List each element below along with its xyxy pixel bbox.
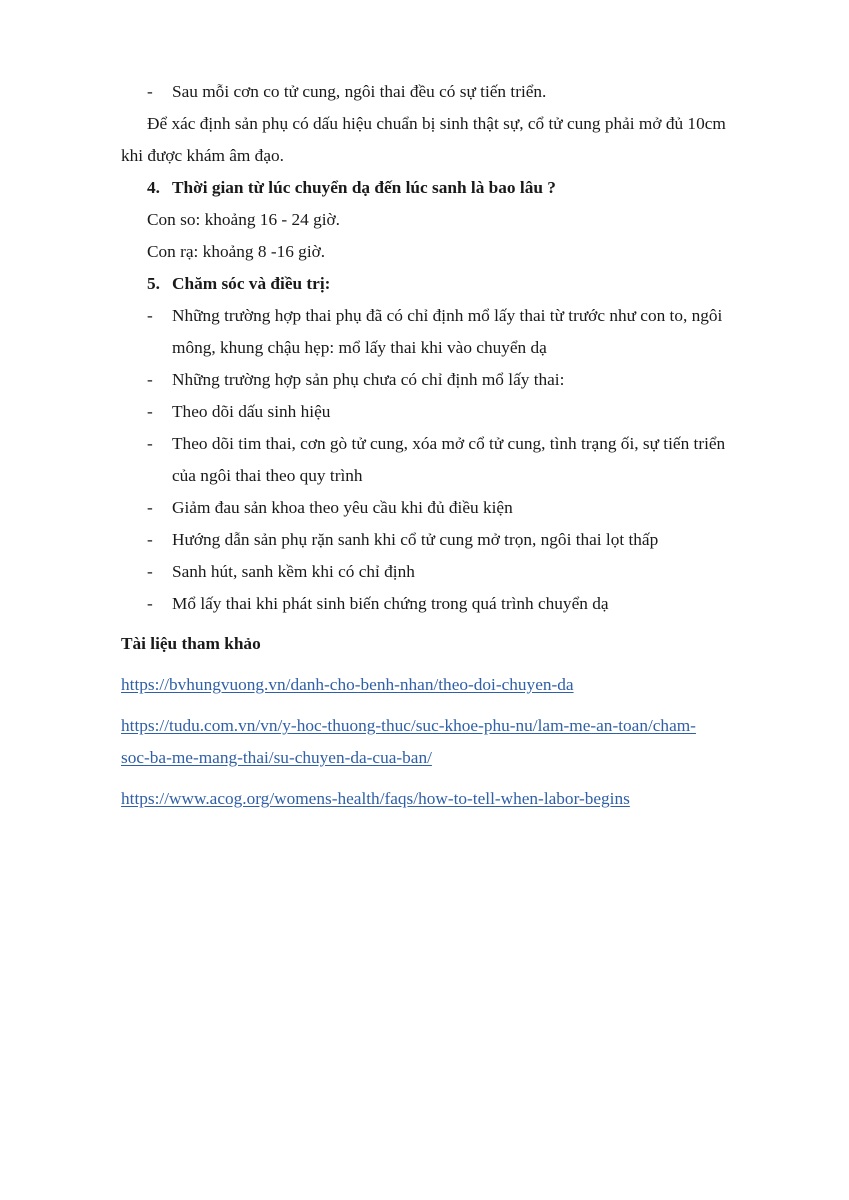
bullet-text: Sanh hút, sanh kềm khi có chỉ định: [172, 562, 415, 581]
bullet-dash: -: [147, 562, 153, 581]
bullet-dash: -: [147, 370, 153, 389]
bullet-text: Theo dõi tim thai, cơn gò tử cung, xóa mở cổ tử cung, tình trạng ối, sự tiến triển: [172, 434, 726, 453]
bullet-dash: -: [147, 306, 153, 325]
section-number: 4.: [147, 178, 160, 197]
bullet-text: Sau mỗi cơn co tử cung, ngôi thai đều có sự tiến triển.: [172, 82, 547, 101]
bullet-dash: -: [147, 498, 153, 517]
bullet-dash: -: [147, 402, 153, 421]
bullet-text: Những trường hợp sản phụ chưa có chỉ định mổ lấy thai:: [172, 370, 565, 389]
reference-link-tudu[interactable]: https://tudu.com.vn/vn/y-hoc-thuong-thuc/suc-khoe-phu-nu/lam-me-an-toan/cham-: [121, 716, 696, 735]
paragraph-line: Con rạ: khoảng 8 -16 giờ.: [147, 242, 326, 261]
bullet-dash: -: [147, 82, 153, 101]
reference-link-bvhungvuong[interactable]: https://bvhungvuong.vn/danh-cho-benh-nhan/theo-doi-chuyen-da: [121, 675, 574, 694]
bullet-dash: -: [147, 434, 153, 453]
bullet-text: mông, khung chậu hẹp: mổ lấy thai khi vào chuyển dạ: [172, 338, 547, 357]
section-heading: Chăm sóc và điều trị:: [172, 274, 331, 293]
bullet-dash: -: [147, 594, 153, 613]
reference-link-acog[interactable]: https://www.acog.org/womens-health/faqs/how-to-tell-when-labor-begins: [121, 789, 630, 808]
paragraph-line: Để xác định sản phụ có dấu hiệu chuẩn bị sinh thật sự, cổ tử cung phải mở đủ 10cm: [147, 114, 726, 133]
bullet-text: Hướng dẫn sản phụ rặn sanh khi cổ tử cung mở trọn, ngôi thai lọt thấp: [172, 530, 659, 549]
bullet-text: Giảm đau sản khoa theo yêu cầu khi đủ điều kiện: [172, 498, 513, 517]
bullet-text: của ngôi thai theo quy trình: [172, 466, 363, 485]
reference-link-tudu-continued[interactable]: soc-ba-me-mang-thai/su-chuyen-da-cua-ban/: [121, 748, 432, 767]
references-heading: Tài liệu tham khảo: [121, 634, 261, 653]
bullet-text: Mổ lấy thai khi phát sinh biến chứng trong quá trình chuyển dạ: [172, 594, 609, 613]
section-number: 5.: [147, 274, 160, 293]
paragraph-line: Con so: khoảng 16 - 24 giờ.: [147, 210, 340, 229]
bullet-text: Những trường hợp thai phụ đã có chỉ định mổ lấy thai từ trước như con to, ngôi: [172, 306, 723, 325]
bullet-dash: -: [147, 530, 153, 549]
paragraph-line: khi được khám âm đạo.: [121, 146, 284, 165]
section-heading: Thời gian từ lúc chuyển dạ đến lúc sanh là bao lâu ?: [172, 178, 556, 197]
bullet-text: Theo dõi dấu sinh hiệu: [172, 402, 331, 421]
